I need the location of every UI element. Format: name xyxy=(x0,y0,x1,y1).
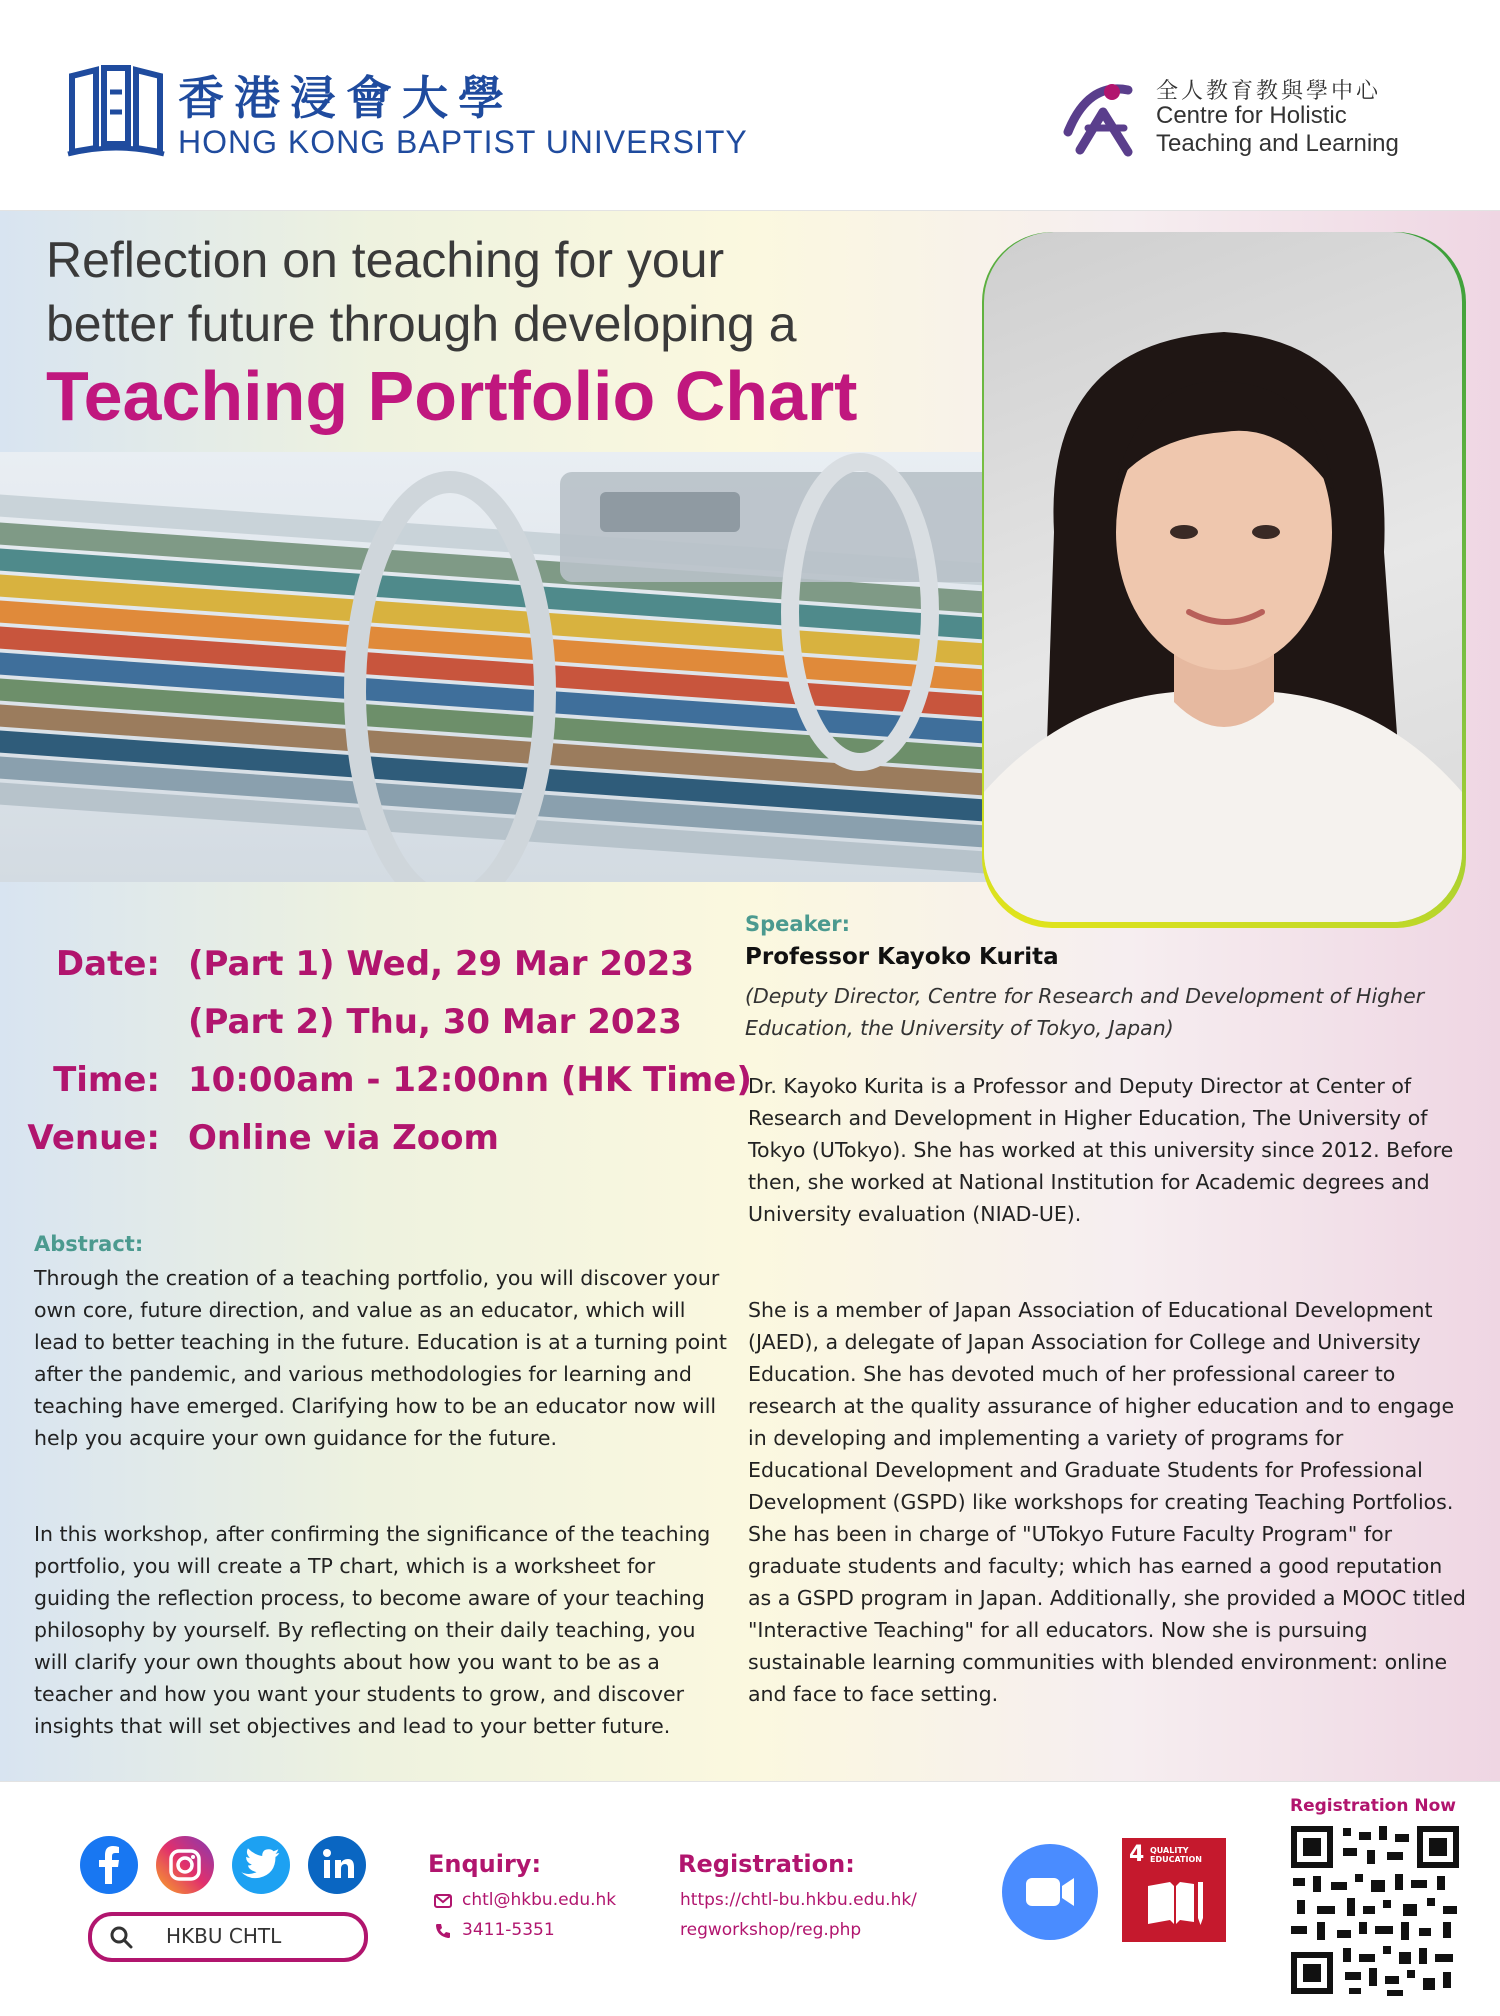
sdg-label xyxy=(1150,1846,1202,1864)
sdg-number: 4 xyxy=(1129,1842,1145,1867)
venue-value: Online via Zoom xyxy=(188,1118,499,1158)
book-pencil-icon xyxy=(1144,1878,1206,1928)
time-value: 10:00am - 12:00nn (HK Time) xyxy=(188,1060,752,1100)
speaker-photo xyxy=(984,232,1462,922)
speaker-name: Professor Kayoko Kurita xyxy=(745,944,1059,970)
binder-photo xyxy=(0,452,1060,882)
search-text: HKBU CHTL xyxy=(166,1924,282,1948)
abstract-paragraph-1: Through the creation of a teaching portfolio, you will discover your own core, future direction, and value as an educator, which will lead to better teaching in the future. Education is at a turning point after the pandemic, and various methodologies for learning and teaching have emerged. Clarifying how to be an educator now will help you acquire your own guidance for the future. xyxy=(34,1266,727,1450)
date-part2: (Part 2) Thu, 30 Mar 2023 xyxy=(188,1002,682,1042)
speaker-position: (Deputy Director, Centre for Research and Development of Higher Education, the University of Tokyo, Japan) xyxy=(745,984,1425,1040)
speaker-bio-1: Dr. Kayoko Kurita is a Professor and Deputy Director at Center of Research and Development in Higher Education, The University of Tokyo (UTokyo). She has worked at this university since 2012. Before then, she worked at National Institution for Academic degrees and University evaluation (NIAD-UE). xyxy=(748,1074,1454,1226)
twitter-icon[interactable] xyxy=(232,1836,290,1894)
time-label: Time: xyxy=(53,1060,160,1100)
search-box[interactable] xyxy=(88,1912,368,1962)
registration-heading: Registration: xyxy=(678,1850,855,1878)
title-line1: Reflection on teaching for your xyxy=(46,232,725,288)
linkedin-icon[interactable] xyxy=(308,1836,366,1894)
main-title: Teaching Portfolio Chart xyxy=(46,357,858,435)
hkbu-english-name: HONG KONG BAPTIST UNIVERSITY xyxy=(178,124,748,160)
hkbu-logo-icon xyxy=(66,62,166,158)
registration-now-label: Registration Now xyxy=(1290,1796,1456,1816)
enquiry-heading: Enquiry: xyxy=(428,1850,542,1878)
chtl-logo-icon xyxy=(1058,72,1148,162)
registration-url-line1[interactable]: https://chtl-bu.hkbu.edu.hk/ xyxy=(680,1890,917,1910)
qr-code[interactable] xyxy=(1287,1822,1463,1998)
title-intro xyxy=(46,228,986,356)
sdg-label-line1: QUALITY xyxy=(1150,1846,1189,1855)
phone-icon xyxy=(434,1922,452,1940)
speaker-bio-2: She is a member of Japan Association of Educational Development (JAED), a delegate of Japan Association for College and University Education. She has devoted much of her professional career to research at the quality assurance of higher education and to engage in developing and implementing a variety of programs for Educational Development and Graduate Students for Professional Development (GSPD) like workshops for creating Teaching Portfolios. She has been in charge of "UTokyo Future Faculty Program" for graduate students and faculty; which has earned a good reputation as a GSPD program in Japan. Additionally, she provided a MOOC titled "Interactive Teaching" for all educators. Now she is pursuing sustainable learning communities with blended environment: online and face to face setting. xyxy=(748,1298,1466,1706)
abstract-paragraph-2: In this workshop, after confirming the significance of the teaching portfolio, you will create a TP chart, which is a worksheet for guiding the reflection process, to become aware of your teaching philosophy by yourself. By reflecting on their daily teaching, you will clarify your own thoughts about how you want to be as a teacher and how you want your students to grow, and discover insights that will set objectives and lead to your better future. xyxy=(34,1522,711,1738)
hkbu-chinese-name: 香港浸會大學 xyxy=(178,71,514,125)
abstract-heading: Abstract: xyxy=(34,1232,144,1256)
binder-rings xyxy=(0,452,1060,882)
speaker-heading: Speaker: xyxy=(745,912,850,936)
search-icon xyxy=(108,1924,134,1950)
zoom-icon[interactable] xyxy=(1002,1844,1098,1940)
instagram-icon[interactable] xyxy=(156,1836,214,1894)
title-line2: better future through developing a xyxy=(46,296,797,352)
chtl-english-line2: Teaching and Learning xyxy=(1156,130,1399,157)
sdg4-icon xyxy=(1122,1838,1226,1942)
chtl-english-line1: Centre for Holistic xyxy=(1156,102,1347,129)
venue-label: Venue: xyxy=(27,1118,160,1158)
chtl-english-name xyxy=(1156,102,1399,158)
enquiry-email[interactable]: chtl@hkbu.edu.hk xyxy=(462,1890,617,1910)
date-part1: (Part 1) Wed, 29 Mar 2023 xyxy=(188,944,694,984)
chtl-chinese-name: 全人教育教與學中心 xyxy=(1156,79,1382,104)
date-label: Date: xyxy=(55,944,160,984)
enquiry-phone[interactable]: 3411-5351 xyxy=(462,1920,555,1940)
header xyxy=(0,0,1500,211)
facebook-icon[interactable] xyxy=(80,1836,138,1894)
speaker-portrait xyxy=(984,232,1462,922)
sdg-label-line2: EDUCATION xyxy=(1150,1855,1202,1864)
registration-url-line2[interactable]: regworkshop/reg.php xyxy=(680,1920,862,1940)
mail-icon xyxy=(434,1894,452,1908)
footer xyxy=(0,1781,1500,2016)
